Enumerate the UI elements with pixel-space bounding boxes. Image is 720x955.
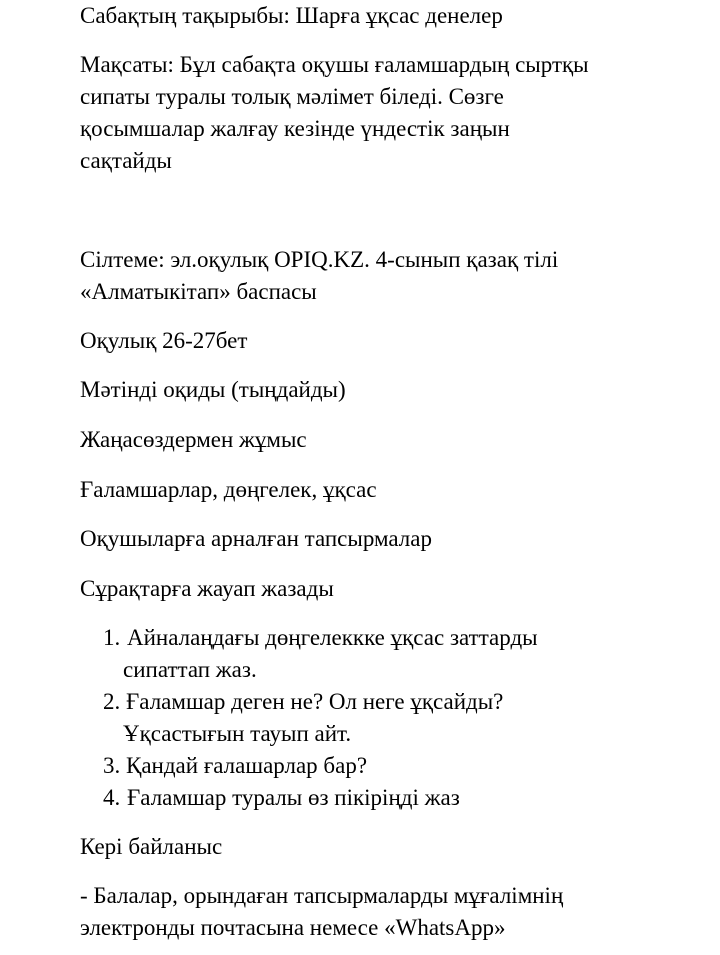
- feedback-line: электронды почтасына немесе «WhatsApp»: [80, 915, 506, 940]
- list-item-text: Айналаңдағы дөңгелеккке ұқсас заттарды: [127, 625, 538, 650]
- new-words-list: Ғаламшарлар, дөңгелек, ұқсас: [80, 477, 377, 502]
- list-item-text: Ұқсастығын тауып айт.: [123, 721, 352, 746]
- list-item-text: Ғаламшар деген не? Ол неге ұқсайды?: [126, 689, 504, 714]
- reference: [80, 244, 650, 308]
- list-number: 3.: [103, 753, 121, 778]
- goal-line: Мақсаты: Бұл сабақта оқушы ғаламшардың сыртқы: [80, 52, 589, 77]
- new-words-heading: Жаңасөздермен жұмыс: [80, 427, 307, 452]
- list-item-text: Ғаламшар туралы өз пікіріңді жаз: [127, 785, 460, 810]
- list-number: 4.: [103, 785, 121, 810]
- goal-line: қосымшалар жалғау кезінде үндестік заңын: [80, 116, 510, 141]
- lesson-topic: Сабақтың тақырыбы: Шарға ұқсас денелер: [80, 3, 503, 28]
- reading-instruction: Мәтінді оқиды (тыңдайды): [80, 377, 346, 402]
- list-item-text: сипаттап жаз.: [123, 657, 257, 682]
- reference-line: Сілтеме: эл.оқулық OPIQ.KZ. 4-сынып қазақ тілі: [80, 247, 559, 272]
- goal-line: сақтайды: [80, 148, 172, 173]
- list-item-text: Қандай ғалашарлар бар?: [126, 753, 368, 778]
- list-number: 2.: [103, 689, 121, 714]
- goal-line: сипаты туралы толық мәлімет біледі. Сөзге: [80, 84, 504, 109]
- lesson-goal: [80, 49, 650, 177]
- reference-line: «Алматыкітап» баспасы: [80, 279, 317, 304]
- feedback-line: - Балалар, орындаған тапсырмаларды мұғалімнің: [80, 883, 564, 908]
- tasks-heading: Оқушыларға арналған тапсырмалар: [80, 526, 432, 551]
- feedback-heading: Кері байланыс: [80, 834, 223, 859]
- textbook-pages: Оқулық 26-27бет: [80, 328, 248, 353]
- questions-heading: Сұрақтарға жауап жазады: [80, 576, 334, 601]
- list-number: 1.: [103, 625, 121, 650]
- feedback-text: [80, 880, 650, 944]
